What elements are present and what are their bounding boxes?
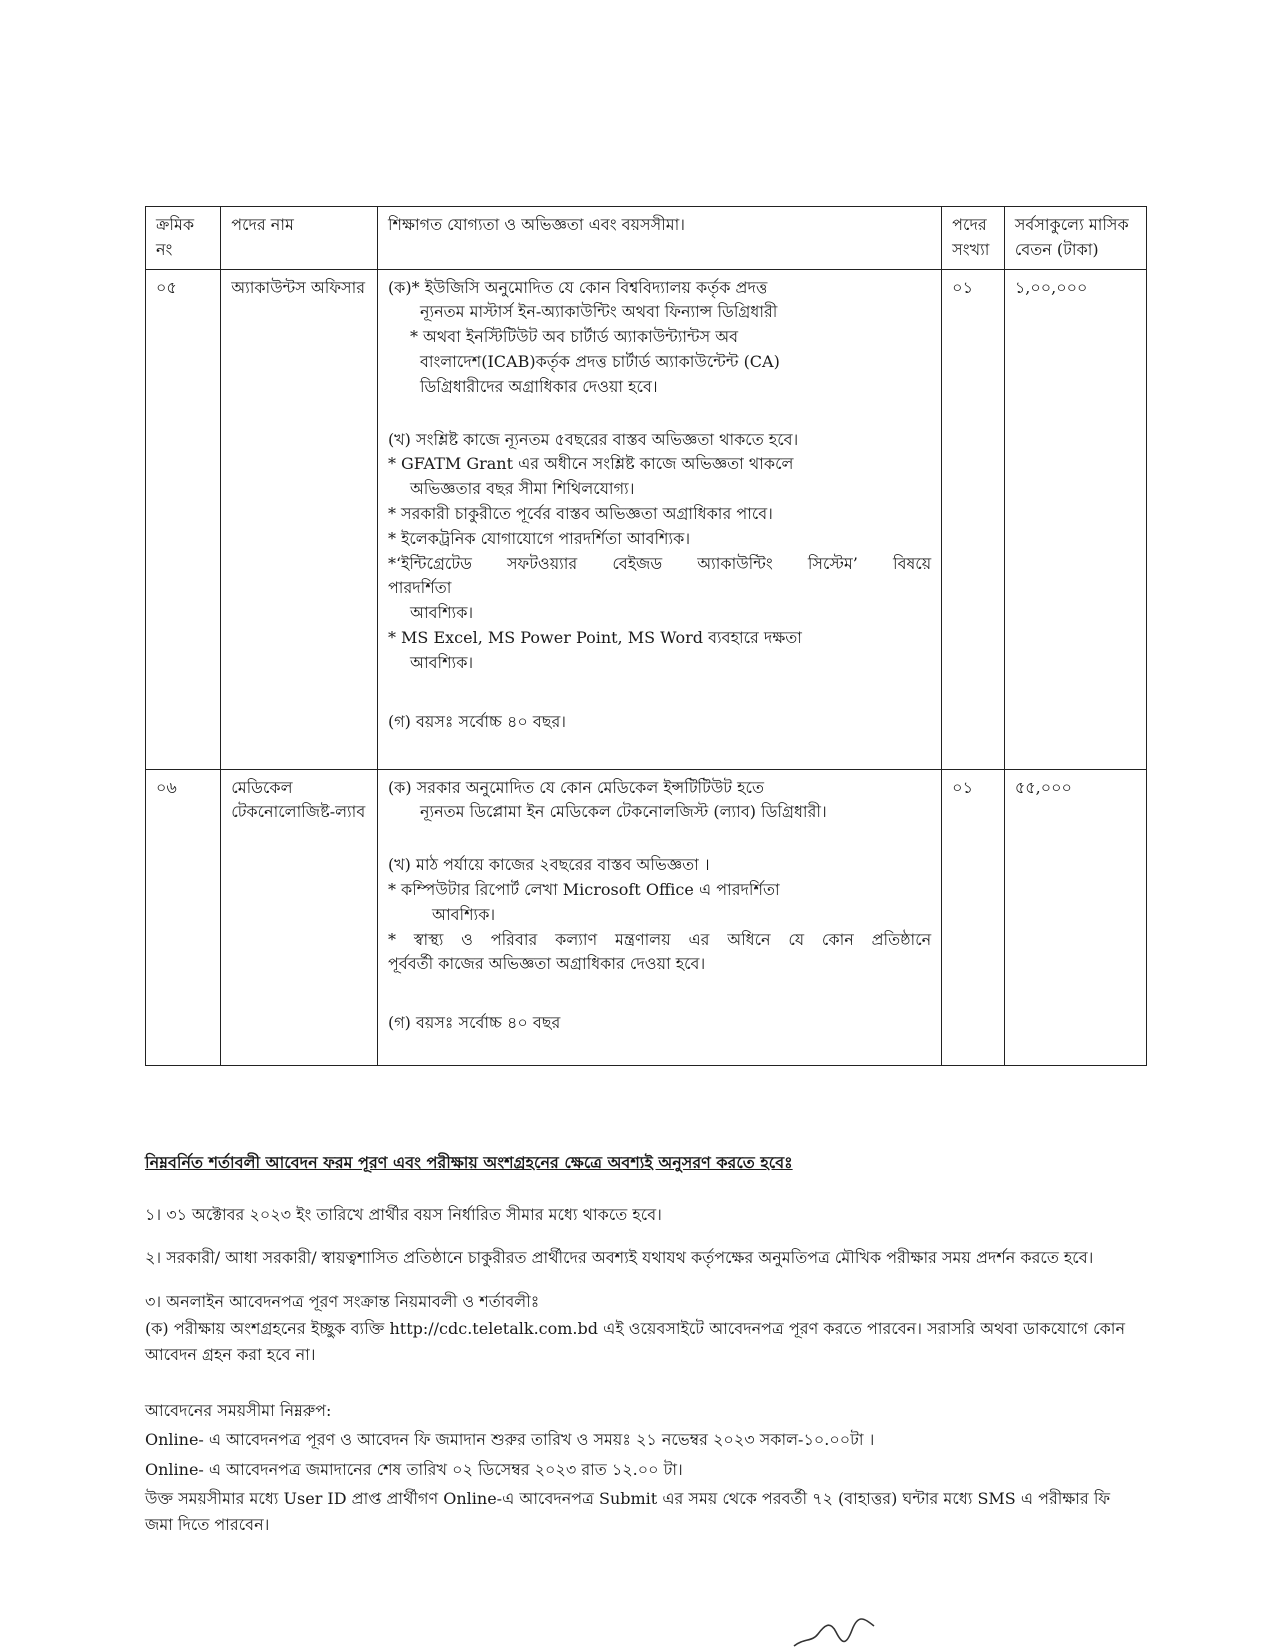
- term-item-2: ২। সরকারী/ আধা সরকারী/ স্বায়ত্বশাসিত প্রতিষ্ঠানে চাকুরীরত প্রার্থীদের অবশ্যই যথাযথ কর্তৃপক্ষের অনুমতিপত্র মৌখিক পরীক্ষার সময় প্রদর্শন করতে হবে।: [145, 1248, 1094, 1268]
- deadline-section: [145, 1398, 1125, 1538]
- terms-section: [145, 1150, 1125, 1542]
- qualification-line: * ইলেকট্রনিক যোগাযোগে পারদর্শিতা আবশ্যিক।: [387, 528, 691, 548]
- row-post-count: ০১: [942, 269, 1005, 769]
- header-salary: সর্বসাকুল্যে মাসিক বেতন (টাকা): [1004, 207, 1146, 270]
- qualification-line: (ক) সরকার অনুমোদিত যে কোন মেডিকেল ইন্সটিটিউট হতে: [387, 777, 764, 797]
- qualification-line: ন্যূনতম ডিপ্লোমা ইন মেডিকেল টেকনোলজিস্ট (ল্যাব) ডিগ্রিধারী।: [419, 802, 827, 822]
- qualification-line: * কম্পিউটার রিপোর্ট লেখা Microsoft Office এ পারদর্শিতা: [387, 879, 780, 899]
- deadline-end: Online- এ আবেদনপত্র জমাদানের শেষ তারিখ ০২ ডিসেম্বর ২০২৩ রাত ১২.০০ টা।: [145, 1459, 683, 1479]
- table-row: [146, 769, 1147, 1065]
- qualification-line: আবশ্যিক।: [409, 603, 474, 623]
- signature-mark: [790, 1612, 880, 1650]
- row-qualification: [377, 269, 941, 769]
- row-serial: ০৫: [146, 269, 221, 769]
- row-salary: ১,০০,০০০: [1004, 269, 1146, 769]
- qualification-line: পূর্ববর্তী কাজের অভিজ্ঞতা অগ্রাধিকার দেওয়া হবে।: [387, 954, 706, 974]
- qualification-line: (খ) সংশ্লিষ্ট কাজে ন্যূনতম ৫বছরের বাস্তব অভিজ্ঞতা থাকতে হবে।: [387, 429, 799, 449]
- qualification-line: * সরকারী চাকুরীতে পূর্বের বাস্তব অভিজ্ঞতা অগ্রাধিকার পাবে।: [387, 503, 773, 523]
- deadline-note: উক্ত সময়সীমার মধ্যে User ID প্রাপ্ত প্রার্থীগণ Online-এ আবেদনপত্র Submit এর সময় থেকে পরবর্তী ৭২ (বাহাত্তর) ঘন্টার মধ্যে SMS এ পরীক্ষার ফি জমা দিতে পারবেন।: [145, 1489, 1111, 1534]
- header-post-name: পদের নাম: [221, 207, 378, 270]
- qualification-line: * স্বাস্থ্য ও পরিবার কল্যাণ মন্ত্রণালয় এর অধিনে যে কোন প্রতিষ্ঠানে: [387, 929, 932, 949]
- row-post-name: অ্যাকাউন্টস অফিসার: [221, 269, 378, 769]
- deadline-start: Online- এ আবেদনপত্র পূরণ ও আবেদন ফি জমাদান শুরুর তারিখ ও সময়ঃ ২১ নভেম্বর ২০২৩ সকাল-১০.০০টা ।: [145, 1430, 875, 1450]
- table-row: [146, 269, 1147, 769]
- qualification-line: (খ) মাঠ পর্যায়ে কাজের ২বছরের বাস্তব অভিজ্ঞতা ।: [387, 855, 710, 875]
- qualification-line: আবশ্যিক।: [409, 652, 474, 672]
- qualification-line: *‘ইন্টিগ্রেটেড সফটওয়্যার বেইজড অ্যাকাউন্টিং সিস্টেম’ বিষয়ে: [387, 553, 932, 573]
- terms-heading: নিম্নবর্নিত শর্তাবলী আবেদন ফরম পূরণ এবং পরীক্ষায় অংশগ্রহনের ক্ষেত্রে অবশ্যই অনুসরণ করতে হবেঃ: [145, 1153, 793, 1172]
- job-table: [145, 206, 1147, 1066]
- qualification-line: (গ) বয়সঃ সর্বোচ্চ ৪০ বছর।: [387, 711, 566, 731]
- qualification-line: ন্যূনতম মাস্টার্স ইন-অ্যাকাউন্টিং অথবা ফিন্যান্স ডিগ্রিধারী: [419, 302, 778, 322]
- qualification-line: * MS Excel, MS Power Point, MS Word ব্যবহারে দক্ষতা: [387, 627, 802, 647]
- header-qualification: শিক্ষাগত যোগ্যতা ও অভিজ্ঞতা এবং বয়সসীমা।: [377, 207, 941, 270]
- row-salary: ৫৫,০০০: [1004, 769, 1146, 1065]
- qualification-line: * GFATM Grant এর অধীনে সংশ্লিষ্ট কাজে অভিজ্ঞতা থাকলে: [387, 454, 794, 474]
- qualification-line: * অথবা ইনস্টিটিউট অব চার্টার্ড অ্যাকাউন্ট্যান্টস অব: [409, 327, 739, 347]
- header-post-count: পদের সংখ্যা: [942, 207, 1005, 270]
- qualification-line: ডিগ্রিধারীদের অগ্রাধিকার দেওয়া হবে।: [419, 376, 658, 396]
- term-item-3-title: ৩। অনলাইন আবেদনপত্র পূরণ সংক্রান্ত নিয়মাবলী ও শর্তাবলীঃ: [145, 1291, 540, 1311]
- row-qualification: [377, 769, 941, 1065]
- qualification-line: পারদর্শিতা: [387, 578, 452, 598]
- table-header-row: [146, 207, 1147, 270]
- term-item-1: ১। ৩১ অক্টোবর ২০২৩ ইং তারিখে প্রার্থীর বয়স নির্ধারিত সীমার মধ্যে থাকতে হবে।: [145, 1204, 662, 1224]
- qualification-line: (ক)* ইউজিসি অনুমোদিত যে কোন বিশ্ববিদ্যালয় কর্তৃক প্রদত্ত: [387, 277, 768, 297]
- row-serial: ০৬: [146, 769, 221, 1065]
- header-serial: ক্রমিক নং: [146, 207, 221, 270]
- qualification-line: বাংলাদেশ(ICAB)কর্তৃক প্রদত্ত চার্টার্ড অ্যাকাউন্টেন্ট (CA): [419, 351, 780, 371]
- qualification-line: (গ) বয়সঃ সর্বোচ্চ ৪০ বছর: [387, 1013, 561, 1033]
- deadline-title: আবেদনের সময়সীমা নিম্নরুপ:: [145, 1400, 332, 1420]
- qualification-line: আবশ্যিক।: [431, 904, 496, 924]
- row-post-name: মেডিকেল টেকনোলোজিষ্ট-ল্যাব: [221, 769, 378, 1065]
- term-item-3-a: (ক) পরীক্ষায় অংশগ্রহনের ইচ্ছুক ব্যক্তি http://cdc.teletalk.com.bd এই ওয়েবসাইটে আবেদনপত্র পূরণ করতে পারবেন। সরাসরি অথবা ডাকযোগে কোন আবেদন গ্রহন করা হবে না।: [145, 1319, 1125, 1364]
- row-post-count: ০১: [942, 769, 1005, 1065]
- qualification-line: অভিজ্ঞতার বছর সীমা শিথিলযোগ্য।: [409, 479, 635, 499]
